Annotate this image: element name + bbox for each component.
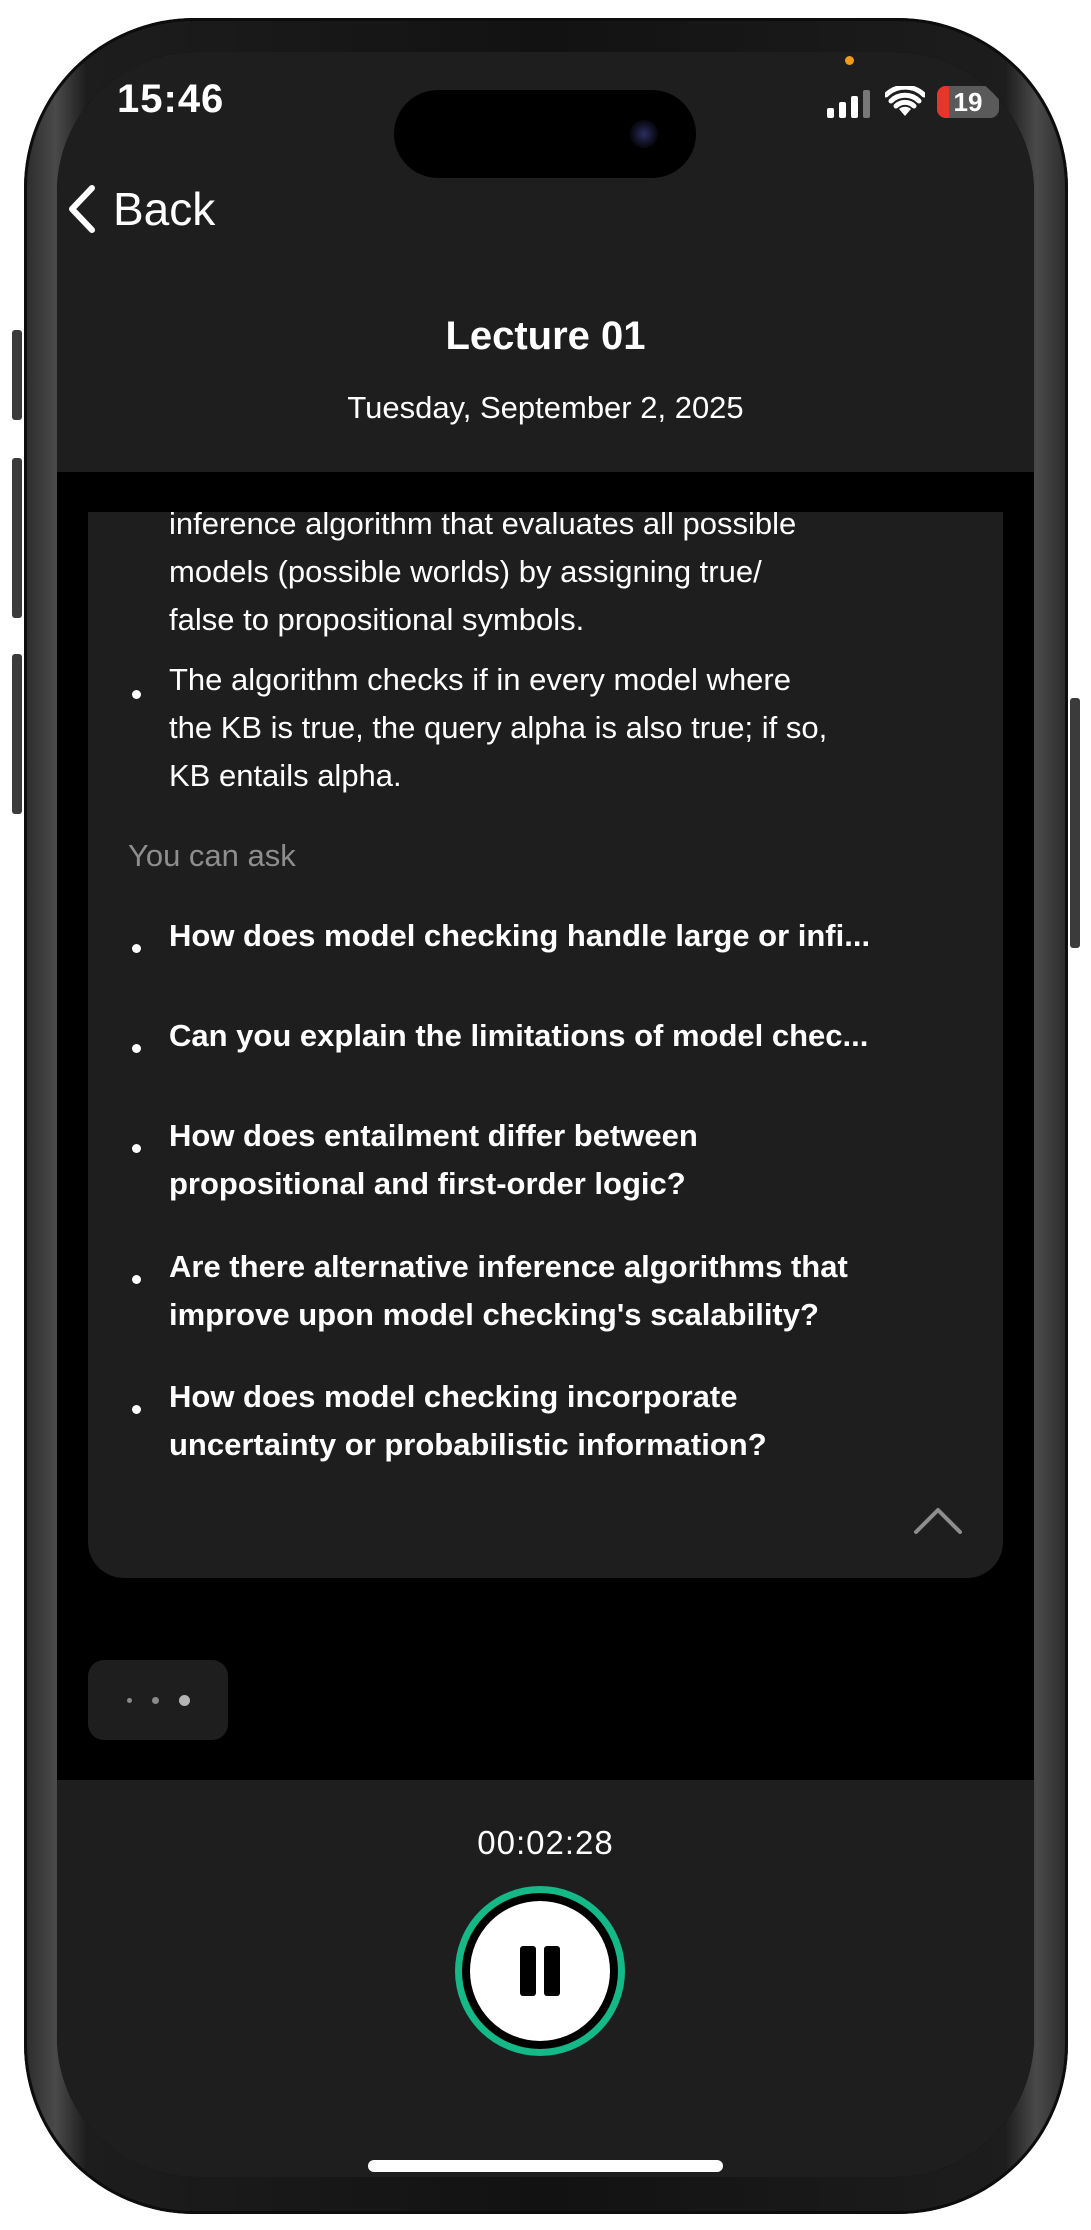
pause-bar-left bbox=[520, 1946, 536, 1996]
page-title: Lecture 01 bbox=[445, 314, 646, 358]
elapsed-time: 00:02:28 bbox=[477, 1824, 614, 1861]
question-text: How does model checking handle large or infi... bbox=[169, 918, 871, 953]
bullet-dot bbox=[132, 1144, 141, 1153]
app-screen bbox=[57, 52, 1034, 2177]
action-button bbox=[12, 330, 22, 420]
question-line: How does model checking incorporate bbox=[169, 1379, 738, 1414]
you-can-ask-label: You can ask bbox=[128, 838, 296, 873]
pause-button[interactable] bbox=[455, 1886, 625, 2056]
bullet-dot bbox=[132, 690, 141, 699]
suggested-question[interactable] bbox=[88, 1373, 1003, 1473]
collapse-button[interactable] bbox=[910, 1502, 966, 1538]
volume-up-button bbox=[12, 458, 22, 618]
recorder-bar bbox=[57, 1780, 1034, 2177]
back-label: Back bbox=[113, 183, 216, 235]
bullet-dot bbox=[132, 1044, 141, 1053]
question-text: Can you explain the limitations of model chec... bbox=[169, 1018, 869, 1053]
question-line: How does entailment differ between bbox=[169, 1118, 698, 1153]
typing-dot bbox=[152, 1697, 159, 1704]
summary-line: models (possible worlds) by assigning true/ bbox=[169, 554, 762, 589]
privacy-indicator-dot bbox=[845, 56, 854, 65]
question-line: improve upon model checking's scalability? bbox=[169, 1297, 819, 1332]
pause-icon bbox=[470, 1901, 610, 2041]
suggested-question[interactable] bbox=[88, 912, 1003, 972]
summary-line: inference algorithm that evaluates all possible bbox=[169, 512, 797, 541]
question-line: propositional and first-order logic? bbox=[169, 1166, 686, 1201]
bullet-dot bbox=[132, 1275, 141, 1284]
bullet-dot bbox=[132, 944, 141, 953]
chevron-left-icon bbox=[67, 184, 97, 234]
suggested-question[interactable] bbox=[88, 1243, 1003, 1343]
summary-card bbox=[88, 512, 1003, 1578]
wifi-icon bbox=[885, 86, 925, 118]
typing-indicator bbox=[88, 1660, 228, 1740]
battery-icon bbox=[937, 86, 999, 118]
question-text bbox=[169, 1112, 959, 1208]
question-text bbox=[169, 1243, 959, 1339]
battery-level: 19 bbox=[953, 87, 983, 117]
summary-line: false to propositional symbols. bbox=[169, 602, 585, 637]
volume-down-button bbox=[12, 654, 22, 814]
question-line: uncertainty or probabilistic information? bbox=[169, 1427, 767, 1462]
typing-dot bbox=[179, 1695, 190, 1706]
power-button bbox=[1070, 698, 1080, 948]
bullet-dot bbox=[132, 1405, 141, 1414]
signal-icon bbox=[827, 90, 873, 118]
summary-line: the KB is true, the query alpha is also true; if so, bbox=[169, 710, 828, 745]
camera-lens bbox=[630, 120, 658, 148]
pause-bar-right bbox=[544, 1946, 560, 1996]
back-button[interactable] bbox=[67, 182, 215, 236]
home-indicator[interactable] bbox=[368, 2160, 723, 2172]
dynamic-island bbox=[394, 90, 696, 178]
suggested-question[interactable] bbox=[88, 1112, 1003, 1212]
suggested-question[interactable] bbox=[88, 1012, 1003, 1072]
typing-dot bbox=[127, 1698, 132, 1703]
chevron-up-icon bbox=[910, 1502, 966, 1538]
question-text bbox=[169, 1373, 959, 1469]
question-line: Are there alternative inference algorithms that bbox=[169, 1249, 848, 1284]
summary-item bbox=[169, 512, 949, 644]
status-time: 15:46 bbox=[117, 77, 225, 121]
summary-line: The algorithm checks if in every model where bbox=[169, 662, 791, 697]
header bbox=[57, 52, 1034, 472]
lecture-date: Tuesday, September 2, 2025 bbox=[347, 390, 744, 425]
summary-item bbox=[169, 656, 949, 800]
summary-line: KB entails alpha. bbox=[169, 758, 402, 793]
